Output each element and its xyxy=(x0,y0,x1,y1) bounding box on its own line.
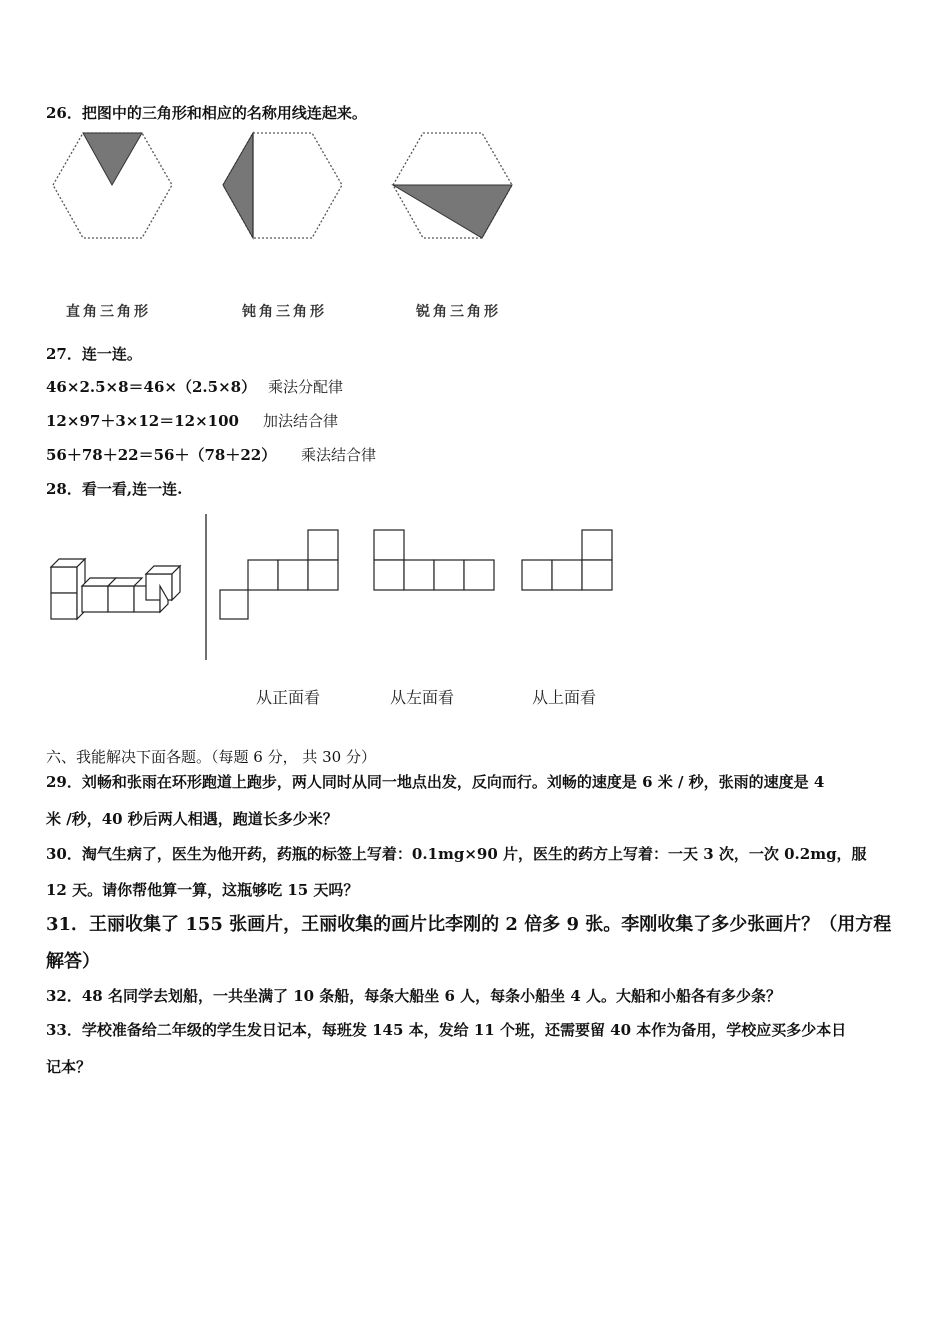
hexagon-figure-3 xyxy=(390,130,515,242)
q27-law-3: 乘法结合律 xyxy=(301,446,377,464)
q27-equation-2: 12×97＋3×12＝12×100 xyxy=(46,412,239,430)
hexagon-figure-1 xyxy=(50,130,175,242)
label-right-triangle: 直角三角形 xyxy=(66,304,151,320)
q27-equation-1: 46×2.5×8＝46×（2.5×8） xyxy=(46,378,257,396)
section6-heading: 六、我能解决下面各题。（每题 6 分， 共 30 分） xyxy=(46,748,376,766)
q30-line2: 12 天。请你帮他算一算，这瓶够吃 15 天吗？ xyxy=(46,881,359,899)
q31-line1: 31．王丽收集了 155 张画片，王丽收集的画片比李刚的 2 倍多 9 张。李刚收集了多少张画片？（用方程 xyxy=(46,914,892,935)
view-option-c xyxy=(521,529,615,593)
q28-text: 28．看一看,连一连. xyxy=(46,480,183,498)
hexagon-figure-2 xyxy=(220,130,345,242)
q33-line2: 记本？ xyxy=(46,1058,92,1076)
q27-equation-3: 56＋78＋22＝56＋（78＋22） xyxy=(46,446,277,464)
q27-law-1: 乘法分配律 xyxy=(268,378,344,396)
q29-line2: 米 /秒，40 秒后两人相遇，跑道长多少米？ xyxy=(46,810,338,828)
shaded-triangle-2 xyxy=(223,133,253,238)
q30-line1: 30．淘气生病了，医生为他开药，药瓶的标签上写着：0.1mg×90 片，医生的药方上写着：一天 3 次，一次 0.2mg，服 xyxy=(46,845,867,863)
q27-law-2: 加法结合律 xyxy=(263,412,339,430)
label-front-view: 从正面看 xyxy=(256,688,321,707)
cube-solid-figure xyxy=(48,556,188,626)
q33-line1: 33．学校准备给二年级的学生发日记本，每班发 145 本，发给 11 个班，还需要留 40 本作为备用，学校应买多少本日 xyxy=(46,1021,847,1039)
label-left-view: 从左面看 xyxy=(390,688,455,707)
label-obtuse-triangle: 钝角三角形 xyxy=(242,304,327,320)
divider-line xyxy=(205,514,209,660)
q27-text: 27．连一连。 xyxy=(46,345,142,363)
label-top-view: 从上面看 xyxy=(532,688,597,707)
shaded-triangle-3 xyxy=(393,185,512,238)
q26-text: 26．把图中的三角形和相应的名称用线连起来。 xyxy=(46,104,367,122)
shaded-triangle-1 xyxy=(83,133,142,185)
label-acute-triangle: 锐角三角形 xyxy=(416,304,501,320)
view-option-b xyxy=(373,529,497,593)
view-option-a xyxy=(219,529,341,621)
q32-text: 32．48 名同学去划船，一共坐满了 10 条船，每条大船坐 6 人，每条小船坐 4 人。大船和小船各有多少条？ xyxy=(46,987,782,1005)
q29-line1: 29．刘畅和张雨在环形跑道上跑步，两人同时从同一地点出发，反向而行。刘畅的速度是 6 米 / 秒，张雨的速度是 4 xyxy=(46,773,825,791)
q31-line2: 解答） xyxy=(46,951,100,972)
